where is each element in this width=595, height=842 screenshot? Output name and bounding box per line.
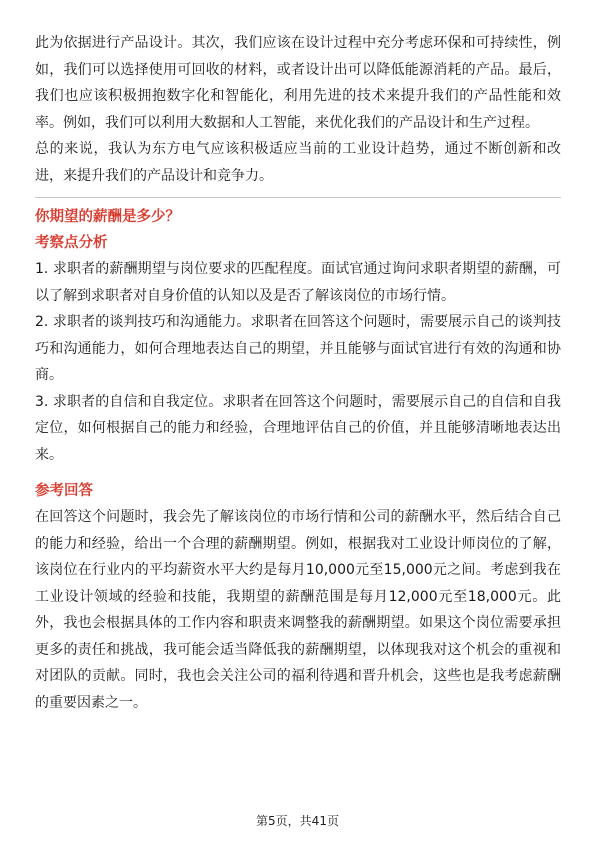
spacer — [35, 468, 561, 478]
body-paragraph: 此为依据进行产品设计。其次，我们应该在设计过程中充分考虑环保和可持续性，例如，我们可以选择使用可回收的材料，或者设计出可以降低能源消耗的产品。最后，我们也应该积极拥抱数字化和智能化，利用先进的技术来提升我们的产品性能和效率。例如，我们可以利用大数据和人工智能，来优化我们的产品设计和生产过程。 — [35, 35, 561, 131]
analysis-item: 1. 求职者的薪酬期望与岗位要求的匹配程度。面试官通过询问求职者期望的薪酬，可以了解到求职者对自身价值的认知以及是否了解该岗位的市场行情。 — [35, 261, 561, 304]
section-divider — [35, 197, 561, 198]
analysis-title: 考察点分析 — [35, 235, 108, 251]
page-number: 第5页，共41页 — [256, 814, 339, 828]
body-paragraph: 总的来说，我认为东方电气应该积极适应当前的工业设计趋势，通过不断创新和改进，来提升我们的产品设计和竞争力。 — [35, 141, 561, 184]
question-heading: 你期望的薪酬是多少？ — [35, 209, 180, 225]
document-page — [35, 30, 561, 716]
reference-title: 参考回答 — [35, 483, 93, 499]
analysis-item: 2. 求职者的谈判技巧和沟通能力。求职者在回答这个问题时，需要展示自己的谈判技巧和沟通能力，如何合理地表达自己的期望，并且能够与面试官进行有效的沟通和协商。 — [35, 314, 561, 383]
reference-answer: 在回答这个问题时，我会先了解该岗位的市场行情和公司的薪酬水平，然后结合自己的能力和经验，给出一个合理的薪酬期望。例如，根据我对工业设计师岗位的了解，该岗位在行业内的平均薪资水平大约是每月10,000元至15,000元之间。考虑到我在工业设计领域的经验和技能，我期望的薪酬范围是每月12,000元至18,000元。此外，我也会根据具体的工作内容和职责来调整我的薪酬期望。如果这个岗位需要承担更多的责任和挑战，我可能会适当降低我的薪酬期望，以体现我对这个机会的重视和对团队的贡献。同时，我也会关注公司的福利待遇和晋升机会，这些也是我考虑薪酬的重要因素之一。 — [35, 509, 561, 711]
analysis-item: 3. 求职者的自信和自我定位。求职者在回答这个问题时，需要展示自己的自信和自我定位，如何根据自己的能力和经验，合理地评估自己的价值，并且能够清晰地表达出来。 — [35, 393, 561, 463]
